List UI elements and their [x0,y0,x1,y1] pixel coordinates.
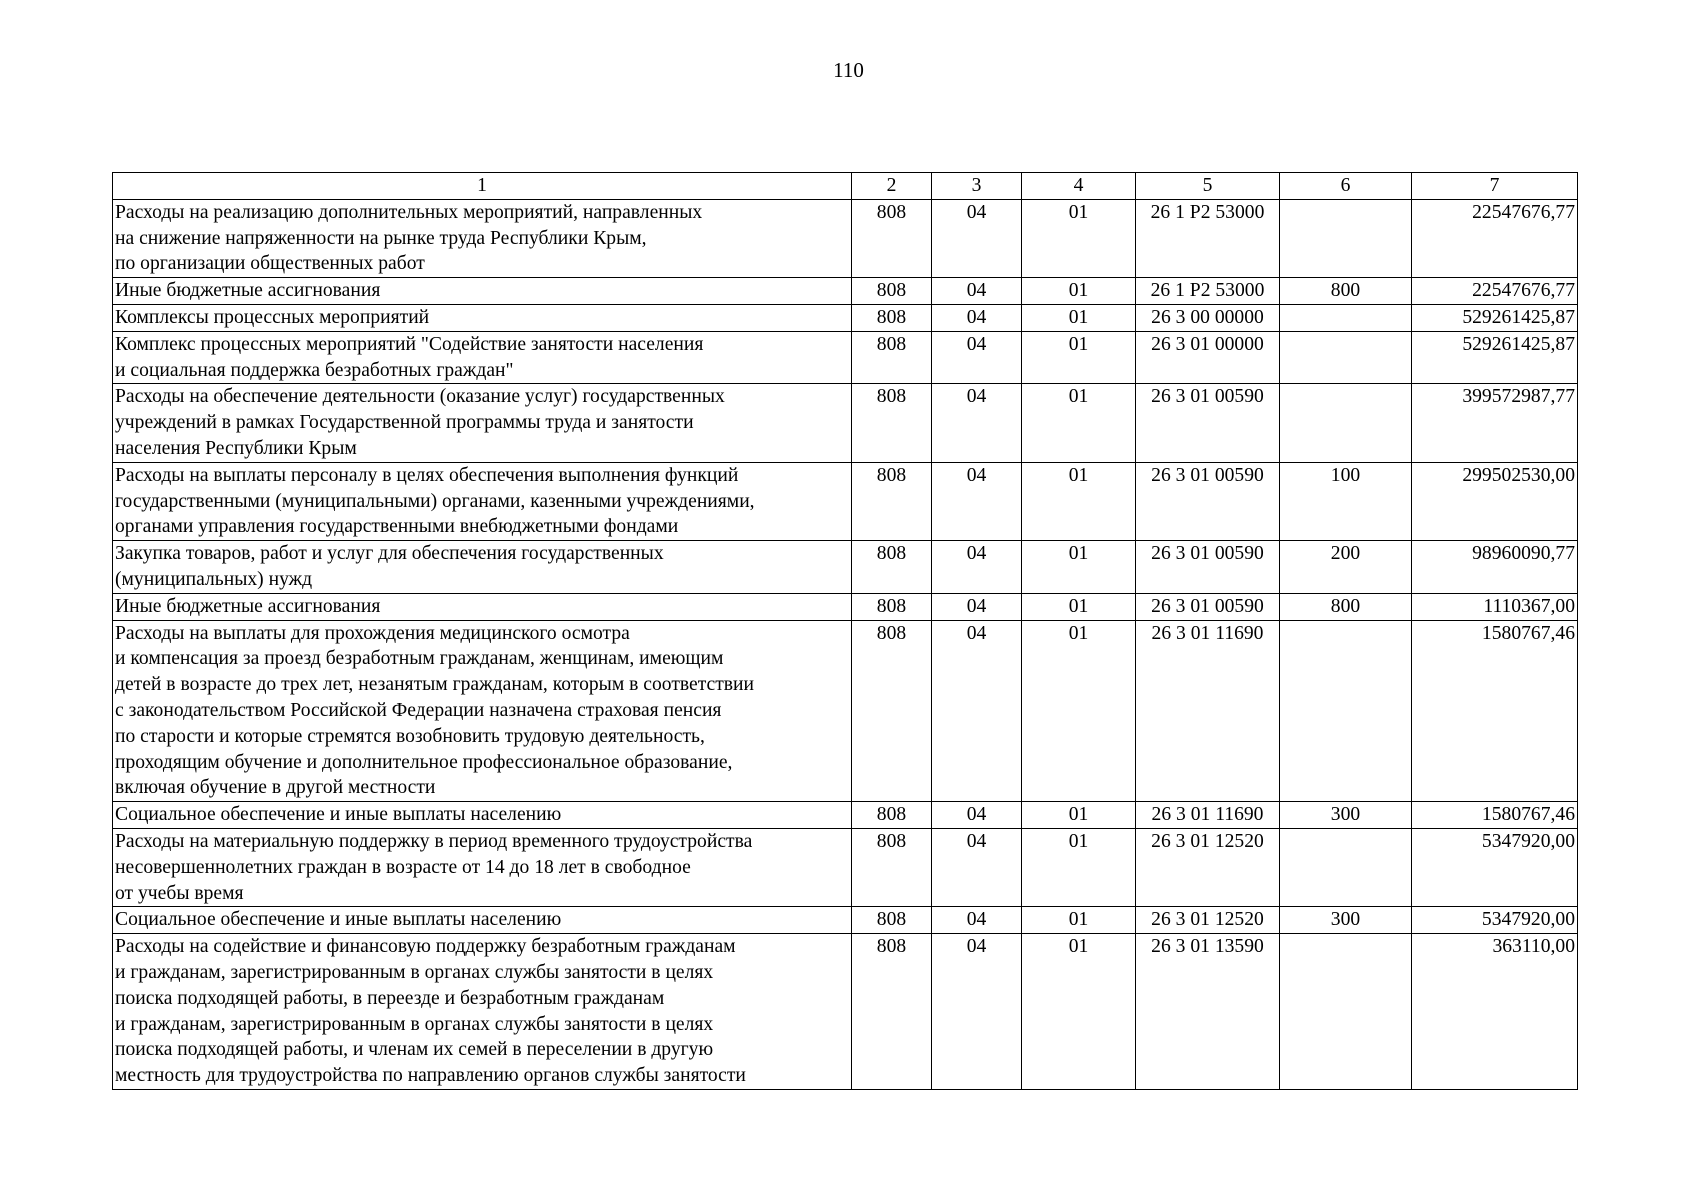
row-section-code: 04 [932,907,1022,934]
row-section-code: 04 [932,304,1022,331]
row-amount: 529261425,87 [1412,304,1578,331]
row-grbs-code: 808 [852,384,932,462]
row-amount: 1580767,46 [1412,620,1578,802]
row-expense-type [1280,331,1412,384]
row-subsection-code: 01 [1022,384,1136,462]
row-section-code: 04 [932,802,1022,829]
row-subsection-code: 01 [1022,304,1136,331]
row-section-code: 04 [932,331,1022,384]
row-target-article: 26 1 Р2 53000 [1136,199,1280,277]
row-target-article: 26 3 01 00590 [1136,593,1280,620]
row-target-article: 26 3 01 11690 [1136,620,1280,802]
row-subsection-code: 01 [1022,331,1136,384]
row-name: Социальное обеспечение и иные выплаты населению [113,802,852,829]
budget-table [112,172,1578,1090]
row-subsection-code: 01 [1022,541,1136,594]
row-grbs-code: 808 [852,541,932,594]
row-grbs-code: 808 [852,934,932,1090]
row-amount: 399572987,77 [1412,384,1578,462]
table-body [113,199,1578,1089]
row-name: Комплекс процессных мероприятий "Содействие занятости населения и социальная поддержка безработных граждан" [113,331,852,384]
row-grbs-code: 808 [852,907,932,934]
row-target-article: 26 3 01 00000 [1136,331,1280,384]
table-row [113,278,1578,305]
row-amount: 22547676,77 [1412,278,1578,305]
row-amount: 98960090,77 [1412,541,1578,594]
row-target-article: 26 3 01 00590 [1136,384,1280,462]
column-header: 5 [1136,173,1280,200]
row-expense-type [1280,384,1412,462]
row-amount: 5347920,00 [1412,907,1578,934]
row-amount: 529261425,87 [1412,331,1578,384]
row-grbs-code: 808 [852,828,932,906]
row-target-article: 26 3 00 00000 [1136,304,1280,331]
row-target-article: 26 3 01 12520 [1136,828,1280,906]
row-grbs-code: 808 [852,462,932,540]
column-header: 1 [113,173,852,200]
row-expense-type: 800 [1280,593,1412,620]
table-row [113,541,1578,594]
row-amount: 363110,00 [1412,934,1578,1090]
row-section-code: 04 [932,462,1022,540]
row-target-article: 26 3 01 11690 [1136,802,1280,829]
row-subsection-code: 01 [1022,802,1136,829]
row-expense-type [1280,199,1412,277]
table-row [113,802,1578,829]
row-grbs-code: 808 [852,620,932,802]
row-subsection-code: 01 [1022,620,1136,802]
row-section-code: 04 [932,541,1022,594]
row-expense-type [1280,304,1412,331]
row-target-article: 26 3 01 13590 [1136,934,1280,1090]
row-grbs-code: 808 [852,304,932,331]
row-grbs-code: 808 [852,593,932,620]
row-subsection-code: 01 [1022,462,1136,540]
column-header: 6 [1280,173,1412,200]
row-expense-type [1280,828,1412,906]
row-section-code: 04 [932,934,1022,1090]
row-expense-type: 300 [1280,907,1412,934]
row-name: Комплексы процессных мероприятий [113,304,852,331]
row-section-code: 04 [932,620,1022,802]
row-grbs-code: 808 [852,802,932,829]
row-name: Расходы на материальную поддержку в период временного трудоустройства несовершеннолетних граждан в возрасте от 14 до 18 лет в свободное от учебы время [113,828,852,906]
table-header-row [113,173,1578,200]
row-expense-type: 200 [1280,541,1412,594]
row-name: Иные бюджетные ассигнования [113,278,852,305]
row-amount: 22547676,77 [1412,199,1578,277]
table-row [113,304,1578,331]
row-section-code: 04 [932,384,1022,462]
row-amount: 1580767,46 [1412,802,1578,829]
row-amount: 5347920,00 [1412,828,1578,906]
table-row [113,934,1578,1090]
row-expense-type: 300 [1280,802,1412,829]
row-section-code: 04 [932,593,1022,620]
table-row [113,331,1578,384]
row-expense-type [1280,934,1412,1090]
row-name: Расходы на выплаты персоналу в целях обеспечения выполнения функций государственными (муниципальными) органами, казенными учреждениями, органами управления государственными внебюджетными фондами [113,462,852,540]
row-subsection-code: 01 [1022,907,1136,934]
row-expense-type: 100 [1280,462,1412,540]
row-name: Расходы на выплаты для прохождения медицинского осмотра и компенсация за проезд безработным гражданам, женщинам, имеющим детей в возрасте до трех лет, незанятым гражданам, которым в соответствии с законодательством Российской Федерации назначена страховая пенсия по старости и которые стремятся возобновить трудовую деятельность, проходящим обучение и дополнительное профессиональное образование, включая обучение в другой местности [113,620,852,802]
row-name: Расходы на реализацию дополнительных мероприятий, направленных на снижение напряженности на рынке труда Республики Крым, по организации общественных работ [113,199,852,277]
row-expense-type [1280,620,1412,802]
column-header: 3 [932,173,1022,200]
row-section-code: 04 [932,199,1022,277]
column-header: 7 [1412,173,1578,200]
table-row [113,620,1578,802]
page-number: 110 [833,58,864,82]
row-name: Закупка товаров, работ и услуг для обеспечения государственных (муниципальных) нужд [113,541,852,594]
row-amount: 1110367,00 [1412,593,1578,620]
row-grbs-code: 808 [852,331,932,384]
table-row [113,907,1578,934]
row-name: Иные бюджетные ассигнования [113,593,852,620]
row-name: Социальное обеспечение и иные выплаты населению [113,907,852,934]
row-target-article: 26 1 Р2 53000 [1136,278,1280,305]
row-subsection-code: 01 [1022,828,1136,906]
row-name: Расходы на обеспечение деятельности (оказание услуг) государственных учреждений в рамках Государственной программы труда и занятости населения Республики Крым [113,384,852,462]
row-subsection-code: 01 [1022,199,1136,277]
table-row [113,199,1578,277]
row-name: Расходы на содействие и финансовую поддержку безработным гражданам и гражданам, зарегистрированным в органах службы занятости в целях поиска подходящей работы, в переезде и безработным гражданам и гражданам, зарегистрированным в органах службы занятости в целях поиска подходящей работы, и членам их семей в переселении в другую местность для трудоустройства по направлению органов службы занятости [113,934,852,1090]
table-row [113,462,1578,540]
column-header: 2 [852,173,932,200]
row-target-article: 26 3 01 00590 [1136,541,1280,594]
column-header: 4 [1022,173,1136,200]
row-subsection-code: 01 [1022,934,1136,1090]
row-target-article: 26 3 01 12520 [1136,907,1280,934]
table-row [113,384,1578,462]
row-section-code: 04 [932,278,1022,305]
row-target-article: 26 3 01 00590 [1136,462,1280,540]
row-subsection-code: 01 [1022,593,1136,620]
row-expense-type: 800 [1280,278,1412,305]
table-row [113,828,1578,906]
row-grbs-code: 808 [852,278,932,305]
row-amount: 299502530,00 [1412,462,1578,540]
row-subsection-code: 01 [1022,278,1136,305]
row-grbs-code: 808 [852,199,932,277]
table-row [113,593,1578,620]
row-section-code: 04 [932,828,1022,906]
